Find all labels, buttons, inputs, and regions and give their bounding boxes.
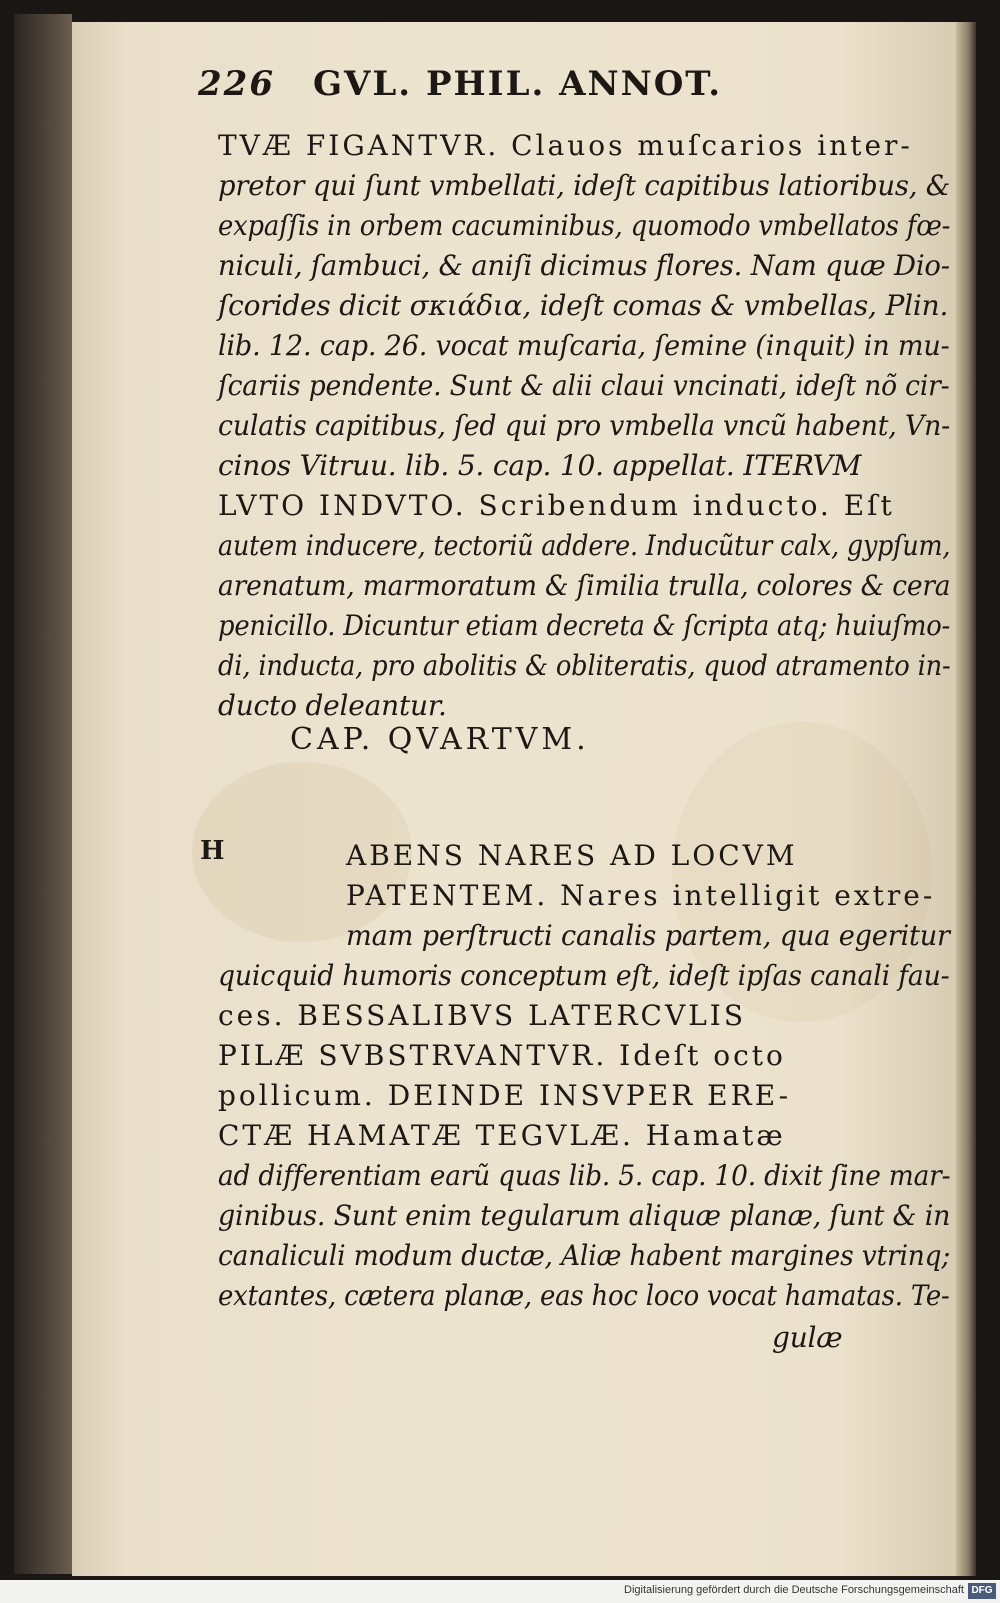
chapter-heading: CAP. QVARTVM. [290,722,590,757]
digitization-footer [0,1580,1000,1603]
text-line: LVTO INDVTO. Scribendum inducto. Eſt [218,489,895,522]
text-line: arenatum, marmoratum & ſimilia trulla, colores & cera [218,569,951,602]
text-line: expaſſis in orbem cacuminibus, quomodo vmbellatos fœ- [218,209,951,242]
text-line: ABENS NARES AD LOCVM [346,839,798,872]
text-line: PILÆ SVBSTRVANTVR. Ideſt octo [218,1039,786,1072]
text-line: extantes, cætera planæ, eas hoc loco vocat hamatas. Te- [218,1279,950,1312]
book-spine-edge [14,14,72,1574]
text-line: penicillo. Dicuntur etiam decreta & ſcripta atq; huiuſmo- [218,609,951,642]
catchword: gulæ [772,1321,843,1354]
text-line: culatis capitibus, ſed qui pro vmbella vncũ habent, Vn- [218,409,951,442]
text-line: ducto deleantur. [218,689,447,722]
funding-credit: Digitalisierung gefördert durch die Deutsche Forschungsgemeinschaft [624,1584,964,1596]
dfg-logo-icon: DFG [968,1583,996,1599]
text-line: TVÆ FIGANTVR. Clauos muſcarios inter- [218,129,913,162]
text-line: quicquid humoris conceptum eſt, ideſt ipſas canali fau- [218,959,950,992]
text-line: ſcorides dicit σκιάδια, ideſt comas & vmbellas, Plin. [218,289,949,322]
text-line: ginibus. Sunt enim tegularum aliquæ planæ, ſunt & in [218,1199,951,1232]
text-line: di, inducta, pro abolitis & obliteratis, quod atramento in- [218,649,951,682]
text-line: canaliculi modum ductæ, Aliæ habent margines vtrinq; [218,1239,951,1272]
drop-initial: H [200,836,225,866]
text-line: ces. BESSALIBVS LATERCVLIS [218,999,747,1032]
running-header [198,64,722,104]
text-line: mam perſtructi canalis partem, qua egeritur [346,919,950,952]
text-line: autem inducere, tectoriũ addere. Inducũtur calx, gypſum, [218,529,951,562]
text-line: cinos Vitruu. lib. 5. cap. 10. appellat. ITERVM [218,449,862,482]
text-line: lib. 12. cap. 26. vocat muſcaria, ſemine (inquit) in mu- [218,329,950,362]
page-fore-edge [956,22,976,1576]
page-number: 226 [198,64,275,104]
text-line: CTÆ HAMATÆ TEGVLÆ. Hamatæ [218,1119,786,1152]
running-head-title: GVL. PHIL. ANNOT. [312,64,723,104]
text-line: ſcariis pendente. Sunt & alii claui vncinati, ideſt nõ cir- [218,369,950,402]
text-line: pretor qui ſunt vmbellati, ideſt capitibus latioribus, & [218,169,951,202]
text-line: niculi, ſambuci, & aniſi dicimus flores. Nam quæ Dio- [218,249,950,282]
text-line: PATENTEM. Nares intelligit extre- [346,879,936,912]
text-line: pollicum. DEINDE INSVPER ERE- [218,1079,792,1112]
text-line: ad differentiam earũ quas lib. 5. cap. 10. dixit ſine mar- [218,1159,951,1192]
